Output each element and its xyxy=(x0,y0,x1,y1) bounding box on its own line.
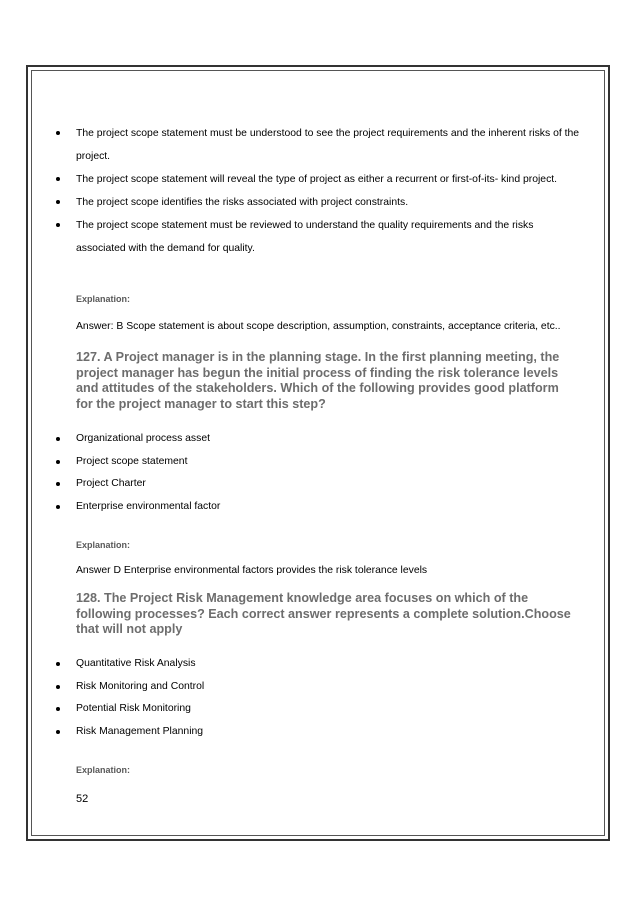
list-item: Potential Risk Monitoring xyxy=(52,698,204,721)
list-item: Organizational process asset xyxy=(52,428,220,451)
list-item: Project scope statement xyxy=(52,451,220,474)
list-item: Project Charter xyxy=(52,473,220,496)
list-item: Risk Monitoring and Control xyxy=(52,676,204,699)
list-item: The project scope statement must be reviewed to understand the quality requirements and the risks associated with the demand for quality. xyxy=(52,214,582,260)
question-127-options xyxy=(52,428,220,519)
list-item: The project scope statement must be understood to see the project requirements and the inherent risks of the project. xyxy=(52,122,582,168)
answer-text: Answer D Enterprise environmental factors provides the risk tolerance levels xyxy=(76,565,428,576)
list-item: Enterprise environmental factor xyxy=(52,496,220,519)
explanation-label: Explanation: xyxy=(76,540,131,550)
list-item: The project scope statement will reveal the type of project as either a recurrent or first-of-its- kind project. xyxy=(52,168,582,191)
list-item: Quantitative Risk Analysis xyxy=(52,653,204,676)
question-127: 127. A Project manager is in the planning stage. In the first planning meeting, the project manager has begun the initial process of finding the risk tolerance levels and attitudes of the stakeholders. Which of the following provides good platform for the project manager to start this step? xyxy=(76,350,560,411)
explanation-label: Explanation: xyxy=(76,765,131,775)
question-128-options xyxy=(52,653,204,744)
page-number: 52 xyxy=(76,793,89,805)
question-128: 128. The Project Risk Management knowledge area focuses on which of the following processes? Each correct answer represents a complete solution.Choose that will not apply xyxy=(76,591,571,636)
explanation-label: Explanation: xyxy=(76,294,131,304)
list-item: Risk Management Planning xyxy=(52,721,204,744)
answer-text: Answer: B Scope statement is about scope description, assumption, constraints, acceptance criteria, etc.. xyxy=(76,321,561,332)
scope-statement-bullet-list xyxy=(52,122,582,260)
list-item: The project scope identifies the risks associated with project constraints. xyxy=(52,191,582,214)
